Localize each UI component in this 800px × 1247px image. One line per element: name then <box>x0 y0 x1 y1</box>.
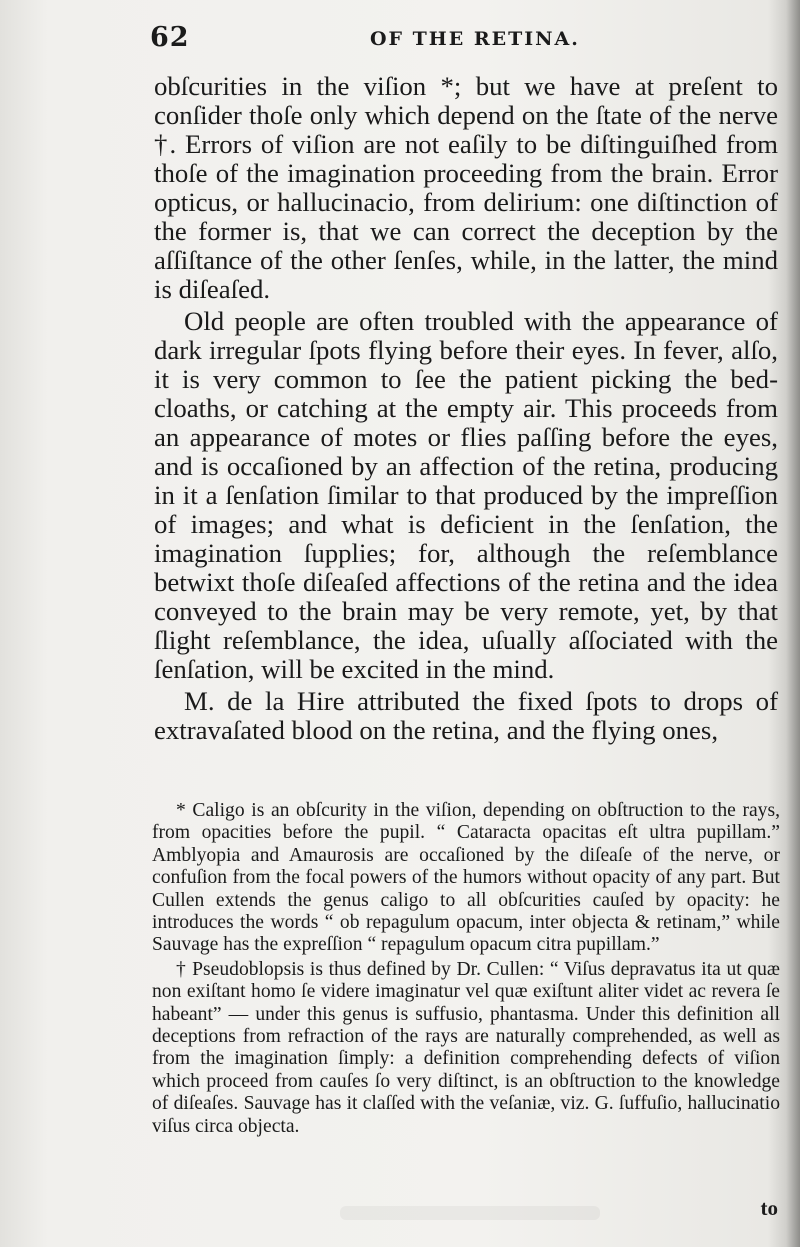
running-title: OF THE RETINA. <box>370 28 580 50</box>
main-text <box>154 72 778 748</box>
footnote-pseudoblopsis: † Pseudoblopsis is thus defined by Dr. Cullen: “ Viſus depravatus ita ut quæ non exiſtant homo ſe videre imaginatur vel quæ exiſtunt aliter videt ac revera ſe habeant” — under this genus is suffusio, phantasma. Under this definition all deceptions from refraction of the rays are naturally comprehended, as well as from the imagination ſimply: a definition comprehending defects of viſion which proceed from cauſes ſo very diſtinct, is an obſtruction to the knowledge of diſeaſes. Sauvage has it claſſed with the veſaniæ, viz. G. ſuffuſio, hallucinatio viſus circa objecta. <box>152 958 780 1137</box>
page-number: 62 <box>150 22 190 53</box>
footnotes <box>152 800 780 1140</box>
running-head <box>150 22 780 62</box>
show-through-ink <box>340 1206 600 1220</box>
footnote-caligo: * Caligo is an obſcurity in the viſion, depending on obſtruction to the rays, from opacities before the pupil. “ Cataracta opacitas eſt ultra pupillam.” Amblyopia and Amaurosis are occaſioned by the diſeaſe of the nerve, or confuſion from the focal powers of the humors without opacity of any part. But Cullen extends the genus caligo to all obſcurities cauſed by opacity: he introduces the words “ ob repagulum opacum, inter objecta & retinam,” while Sauvage has the expreſſion “ repagulum opacum citra pupillam.” <box>152 800 780 956</box>
catchword: to <box>760 1196 778 1220</box>
paragraph: obſcurities in the viſion *; but we have at preſent to conſider thoſe only which depend on the ſtate of the nerve †. Errors of viſion are not eaſily to be diſtinguiſhed from thoſe of the imagination proceeding from the brain. Error opticus, or hallucinacio, from delirium: one diſtinction of the former is, that we can correct the deception by the aſſiſtance of the other ſenſes, while, in the latter, the mind is diſeaſed. <box>154 71 778 304</box>
paragraph: Old people are often troubled with the appearance of dark irregular ſpots flying before their eyes. In fever, alſo, it is very common to ſee the patient picking the bed-cloaths, or catching at the empty air. This proceeds from an appearance of motes or flies paſſing before the eyes, and is occaſioned by an affection of the retina, producing in it a ſenſation ſimilar to that produced by the impreſſion of images; and what is deficient in the ſenſation, the imagination ſupplies; for, although the reſemblance betwixt thoſe diſeaſed affections of the retina and the idea conveyed to the brain may be very remote, yet, by that ſlight reſemblance, the idea, uſually aſſociated with the ſenſation, will be excited in the mind. <box>154 306 778 684</box>
paragraph: M. de la Hire attributed the fixed ſpots to drops of extravaſated blood on the retina, and the flying ones, <box>154 686 778 745</box>
page-edge-shadow <box>786 0 800 1247</box>
